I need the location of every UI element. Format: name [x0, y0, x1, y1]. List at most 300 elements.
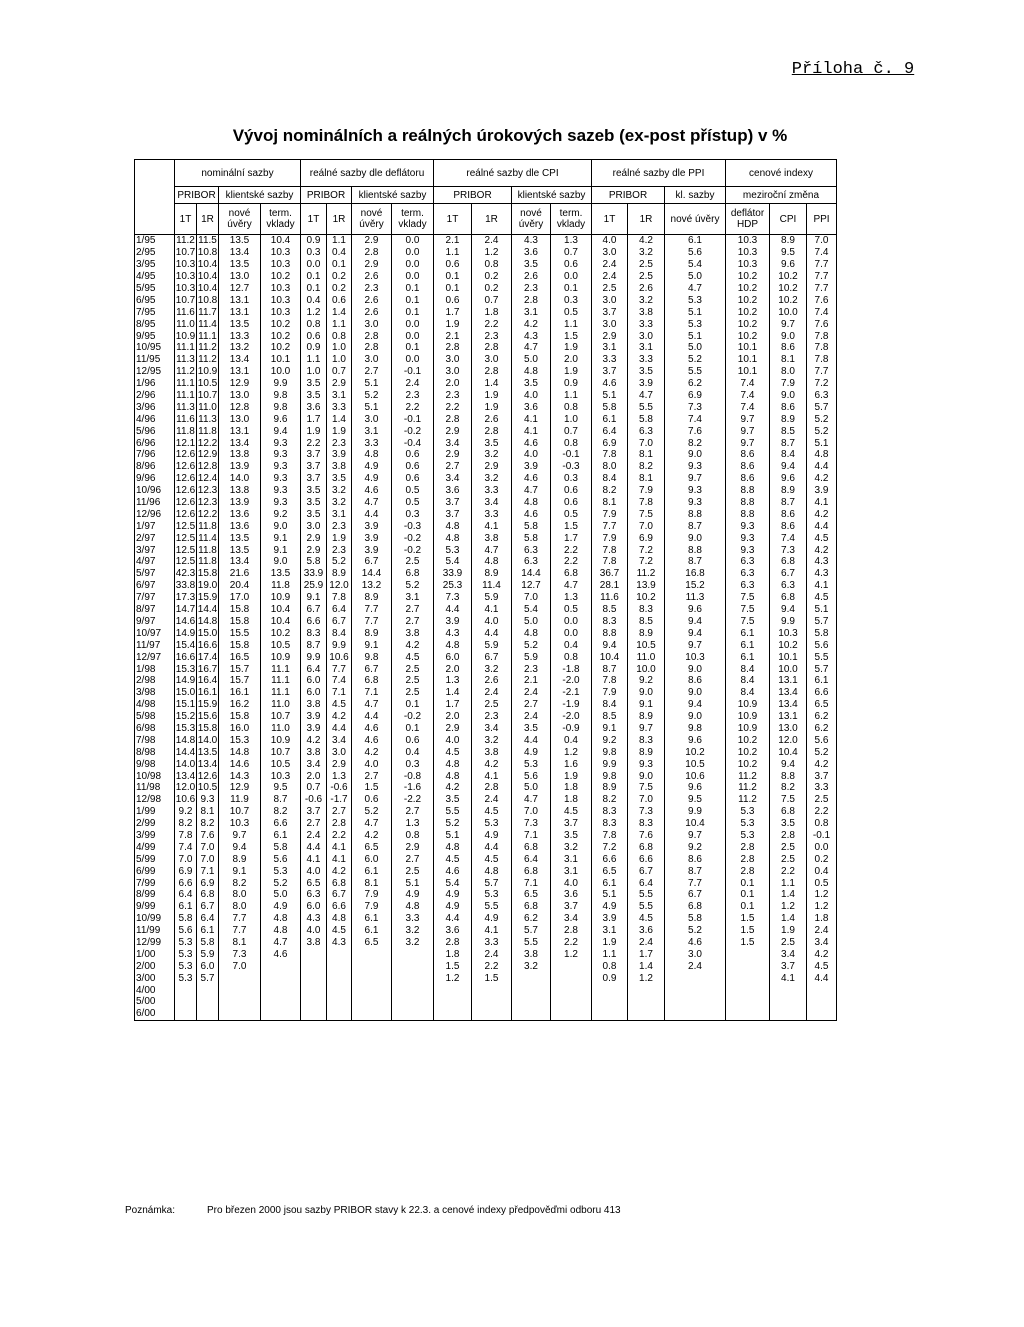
value-cell: 14.6 [219, 758, 261, 770]
value-cell: 11.2 [726, 770, 770, 782]
value-cell: 6.4 [197, 913, 219, 925]
value-cell: 5.8 [628, 413, 665, 425]
value-cell: 0.0 [807, 841, 837, 853]
value-cell: 2.5 [392, 663, 434, 675]
value-cell: 2.8 [472, 342, 512, 354]
value-cell: 7.6 [807, 318, 837, 330]
value-cell: 13.4 [219, 437, 261, 449]
sub-kl-rates: kl. sazby [665, 187, 726, 204]
table-row [135, 306, 837, 318]
value-cell: 3.4 [434, 437, 472, 449]
value-cell: 2.8 [726, 841, 770, 853]
value-cell: -2.0 [551, 711, 592, 723]
value-cell: 3.9 [434, 616, 472, 628]
table-row [135, 639, 837, 651]
value-cell: 11.5 [198, 235, 217, 247]
value-cell: -0.3 [392, 520, 434, 532]
value-cell: 5.0 [512, 354, 551, 366]
value-cell [551, 972, 592, 984]
value-cell: 2.7 [392, 604, 434, 616]
value-cell: 2.0 [434, 663, 472, 675]
value-cell: 7.3 [219, 948, 261, 960]
value-cell: 11.2 [628, 568, 665, 580]
value-cell [175, 984, 197, 996]
value-cell: 3.1 [551, 853, 592, 865]
value-cell: 13.5 [219, 532, 261, 544]
value-cell: 4.5 [807, 960, 837, 972]
value-cell: 0.9 [551, 378, 592, 390]
value-cell: 5.3 [175, 972, 197, 984]
value-cell: 10.3 [175, 259, 196, 271]
value-cell: 6.8 [770, 806, 807, 818]
value-cell: 6.1 [352, 865, 392, 877]
table-row [135, 734, 837, 746]
value-cell [197, 1008, 219, 1020]
value-cell: 8.1 [352, 877, 392, 889]
value-cell: 13.5 [219, 235, 261, 247]
value-cell: 6.1 [726, 651, 770, 663]
value-cell: 10.9 [726, 723, 770, 735]
table-row [135, 413, 837, 425]
value-cell: 9.3 [726, 532, 770, 544]
value-cell: 5.5 [628, 889, 665, 901]
value-cell: 10.4 [197, 283, 218, 294]
value-cell: 3.7 [770, 960, 807, 972]
value-cell: 4.1 [472, 604, 512, 616]
table-row [135, 390, 837, 402]
value-cell: 7.9 [352, 889, 392, 901]
period-cell: 4/95 [135, 271, 175, 283]
value-cell: 6.8 [512, 901, 551, 913]
value-cell: 9.2 [665, 841, 726, 853]
value-cell: 0.3 [392, 758, 434, 770]
value-cell: 9.7 [219, 830, 261, 842]
value-cell: 15.5 [219, 627, 261, 639]
value-cell: 7.7 [807, 366, 837, 378]
value-cell: 33.8 [175, 580, 196, 592]
value-cell: 5.1 [592, 390, 628, 402]
value-cell: 9.7 [726, 413, 770, 425]
value-cell: 9.2 [628, 675, 665, 687]
value-cell: 4.9 [352, 473, 392, 485]
period-cell: 1/97 [135, 520, 175, 532]
table-row [135, 544, 837, 556]
value-cell: -0.1 [392, 366, 434, 378]
value-cell: 5.7 [472, 877, 512, 889]
value-cell: 16.6 [197, 639, 218, 651]
value-cell: 6.1 [726, 627, 770, 639]
value-cell: 2.8 [472, 782, 512, 794]
value-cell: 5.2 [434, 818, 472, 830]
period-cell: 7/97 [135, 592, 175, 604]
value-cell: 9.3 [261, 449, 301, 461]
value-cell: 8.1 [628, 449, 665, 461]
value-cell: -0.2 [392, 544, 434, 556]
footnote-label: Poznámka: [125, 1205, 176, 1216]
value-cell: 16.1 [197, 687, 218, 699]
value-cell: -0.6 [327, 782, 352, 794]
value-cell: 1.1 [327, 318, 352, 330]
value-cell: 3.0 [592, 318, 628, 330]
value-cell: 10.2 [665, 746, 726, 758]
value-cell: 12.0 [770, 734, 807, 746]
value-cell: 2.8 [551, 925, 592, 937]
value-cell [352, 996, 392, 1008]
value-cell: 1.0 [327, 342, 352, 354]
value-cell: 16.5 [219, 651, 261, 663]
value-cell: 1.3 [434, 675, 472, 687]
value-cell: 8.9 [219, 853, 261, 865]
value-cell: 7.4 [327, 675, 352, 687]
value-cell: 0.4 [392, 746, 434, 758]
value-cell: 1.9 [472, 401, 512, 413]
value-cell: 9.8 [592, 770, 628, 782]
value-cell: 4.8 [434, 532, 472, 544]
value-cell: 4.2 [434, 782, 472, 794]
value-cell: 4.4 [434, 913, 472, 925]
value-cell: 3.9 [592, 913, 628, 925]
value-cell: 2.6 [352, 306, 392, 318]
value-cell: 5.2 [512, 639, 551, 651]
value-cell: 1.5 [434, 960, 472, 972]
value-cell: 4.9 [512, 746, 551, 758]
value-cell: 1.0 [301, 366, 327, 378]
value-cell: 0.8 [592, 960, 628, 972]
value-cell: 9.8 [665, 723, 726, 735]
value-cell: 8.6 [770, 508, 807, 520]
value-cell: 2.3 [327, 437, 352, 449]
value-cell: 11.0 [176, 318, 195, 330]
value-cell: 10.2 [261, 330, 301, 342]
value-cell: 8.2 [175, 818, 197, 830]
value-cell: 2.1 [434, 330, 472, 342]
value-cell: 16.6 [175, 651, 196, 663]
value-cell: 1.2 [770, 901, 807, 913]
value-cell: 5.8 [197, 937, 219, 949]
value-cell: 0.2 [327, 283, 352, 295]
value-cell: 13.6 [219, 520, 261, 532]
value-cell: 1.5 [551, 330, 592, 342]
value-cell: 8.2 [628, 461, 665, 473]
period-header [135, 160, 175, 235]
value-cell: 0.4 [301, 294, 327, 306]
value-cell: 12.6 [175, 473, 196, 485]
table-body [135, 235, 837, 1021]
value-cell: 13.5 [197, 746, 218, 758]
value-cell: 3.6 [434, 925, 472, 937]
table-row [135, 996, 837, 1008]
period-cell: 2/99 [135, 818, 175, 830]
value-cell: 4.9 [261, 901, 301, 913]
value-cell: 3.0 [352, 413, 392, 425]
period-cell: 7/98 [135, 734, 175, 746]
value-cell: 8.6 [770, 342, 807, 354]
value-cell: 6.4 [327, 604, 352, 616]
value-cell: 9.7 [665, 830, 726, 842]
period-cell: 5/00 [135, 996, 175, 1008]
value-cell: 10.9 [726, 711, 770, 723]
value-cell: 11.1 [261, 687, 301, 699]
value-cell: 8.0 [770, 366, 807, 378]
table-row [135, 247, 837, 259]
value-cell: 10.4 [197, 271, 218, 283]
value-cell: 4.1 [472, 770, 512, 782]
value-cell: 7.7 [665, 877, 726, 889]
value-cell: 11.6 [592, 592, 628, 604]
period-cell: 8/98 [135, 746, 175, 758]
value-cell: 13.4 [219, 556, 261, 568]
col-1t: 1T [434, 204, 472, 235]
value-cell: 3.3 [592, 354, 628, 366]
value-cell: 12.7 [512, 580, 551, 592]
value-cell: 3.0 [434, 354, 472, 366]
value-cell: 6.8 [512, 841, 551, 853]
value-cell: 4.8 [352, 449, 392, 461]
value-cell: 7.9 [592, 687, 628, 699]
value-cell: 13.4 [219, 247, 261, 259]
value-cell: 2.2 [327, 830, 352, 842]
value-cell: 14.8 [219, 746, 261, 758]
value-cell [219, 984, 261, 996]
value-cell: 2.6 [352, 271, 392, 283]
value-cell: 11.1 [198, 330, 217, 342]
value-cell: 15.9 [197, 699, 218, 711]
value-cell: 2.2 [301, 437, 327, 449]
value-cell: 8.3 [592, 806, 628, 818]
value-cell: 5.1 [807, 604, 837, 616]
value-cell: 2.2 [472, 960, 512, 972]
value-cell: 7.3 [512, 818, 551, 830]
value-cell: 36.7 [592, 568, 628, 580]
value-cell: 5.7 [807, 616, 837, 628]
period-cell: 12/96 [135, 508, 175, 520]
value-cell [472, 1008, 512, 1020]
value-cell: 8.9 [628, 711, 665, 723]
value-cell: 11.4 [198, 532, 217, 544]
value-cell: 0.1 [434, 271, 472, 283]
value-cell: 7.7 [807, 271, 837, 283]
value-cell: 3.7 [592, 366, 628, 378]
value-cell: 8.6 [726, 473, 770, 485]
value-cell: 2.7 [301, 818, 327, 830]
value-cell: 3.5 [301, 497, 327, 509]
col-new-loans: nové úvěry [512, 204, 551, 235]
table-row [135, 711, 837, 723]
value-cell: 2.5 [472, 699, 512, 711]
value-cell: 4.2 [628, 235, 665, 247]
value-cell: 8.7 [665, 556, 726, 568]
value-cell: 11.2 [726, 782, 770, 794]
value-cell: 3.8 [628, 306, 665, 318]
value-cell: -2.0 [551, 675, 592, 687]
value-cell: 3.4 [472, 497, 512, 509]
value-cell: 11.8 [198, 520, 217, 532]
table-row [135, 687, 837, 699]
value-cell: 3.7 [434, 508, 472, 520]
value-cell: 3.5 [327, 473, 352, 485]
period-cell: 4/98 [135, 699, 175, 711]
col-gdp-deflator: deflátor HDP [726, 204, 770, 235]
value-cell: 9.0 [665, 532, 726, 544]
period-cell: 3/97 [135, 544, 175, 556]
value-cell: 0.6 [434, 294, 472, 306]
value-cell: 4.9 [352, 461, 392, 473]
value-cell: 5.8 [512, 532, 551, 544]
value-cell: 12.5 [175, 544, 196, 556]
value-cell: 9.1 [301, 592, 327, 604]
value-cell: 10.2 [726, 330, 770, 342]
value-cell: 10.2 [726, 271, 770, 283]
value-cell: 10.2 [770, 639, 807, 651]
value-cell: 13.1 [219, 294, 261, 306]
period-cell: 5/99 [135, 853, 175, 865]
value-cell: 5.8 [807, 627, 837, 639]
value-cell: 7.8 [592, 449, 628, 461]
value-cell: 10.5 [628, 639, 665, 651]
value-cell: 5.0 [665, 271, 726, 283]
value-cell: 11.1 [176, 342, 195, 354]
value-cell: 2.4 [472, 235, 512, 247]
value-cell: 11.1 [176, 390, 195, 402]
value-cell: 5.2 [392, 580, 434, 592]
value-cell: 8.9 [327, 568, 352, 580]
value-cell: 2.9 [434, 449, 472, 461]
value-cell [628, 996, 665, 1008]
table-row [135, 520, 837, 532]
table-row [135, 461, 837, 473]
value-cell: 10.6 [665, 770, 726, 782]
value-cell: 6.8 [665, 901, 726, 913]
value-cell: 11.7 [198, 306, 217, 318]
value-cell: 1.9 [327, 532, 352, 544]
period-cell: 6/98 [135, 723, 175, 735]
table-row [135, 782, 837, 794]
value-cell: 2.4 [301, 830, 327, 842]
value-cell: 6.4 [592, 425, 628, 437]
value-cell: -0.1 [551, 449, 592, 461]
value-cell: 1.9 [301, 425, 327, 437]
value-cell: 6.1 [592, 877, 628, 889]
value-cell: 7.5 [628, 782, 665, 794]
value-cell: 9.8 [261, 390, 301, 402]
value-cell: 8.5 [770, 425, 807, 437]
value-cell: 12.6 [175, 461, 196, 473]
value-cell: 9.2 [175, 806, 197, 818]
value-cell: 6.3 [628, 425, 665, 437]
value-cell [352, 1008, 392, 1020]
value-cell: 3.3 [392, 913, 434, 925]
value-cell: 1.9 [592, 937, 628, 949]
value-cell: 0.1 [327, 259, 352, 271]
value-cell: 0.3 [551, 473, 592, 485]
table-row [135, 960, 837, 972]
value-cell: 5.5 [512, 937, 551, 949]
value-cell [472, 996, 512, 1008]
value-cell: 8.5 [592, 604, 628, 616]
value-cell: 12.5 [175, 556, 196, 568]
table-row [135, 901, 837, 913]
value-cell [301, 1008, 327, 1020]
value-cell: 0.6 [551, 259, 592, 271]
value-cell: 9.8 [352, 651, 392, 663]
value-cell: 9.3 [261, 461, 301, 473]
value-cell: 5.4 [665, 259, 726, 271]
value-cell: 1.9 [472, 390, 512, 402]
value-cell: 10.0 [261, 366, 301, 378]
value-cell: 3.0 [352, 354, 392, 366]
value-cell: 10.5 [197, 782, 218, 794]
value-cell: 7.4 [770, 532, 807, 544]
value-cell: 7.0 [628, 437, 665, 449]
value-cell: 3.4 [327, 734, 352, 746]
value-cell: 2.7 [434, 461, 472, 473]
value-cell: 20.4 [219, 580, 261, 592]
value-cell: 7.0 [628, 520, 665, 532]
value-cell: 7.9 [628, 485, 665, 497]
value-cell: 10.2 [726, 283, 770, 295]
value-cell: 4.9 [592, 901, 628, 913]
value-cell: 0.6 [392, 461, 434, 473]
value-cell: 7.1 [352, 687, 392, 699]
value-cell: 3.1 [592, 342, 628, 354]
value-cell: 7.8 [592, 544, 628, 556]
value-cell: 7.8 [175, 830, 197, 842]
value-cell: 15.2 [175, 711, 196, 723]
value-cell: 2.3 [472, 711, 512, 723]
value-cell: 5.5 [628, 901, 665, 913]
value-cell: 4.6 [352, 734, 392, 746]
value-cell: 4.3 [807, 556, 837, 568]
value-cell: 6.7 [327, 889, 352, 901]
value-cell: 9.9 [301, 651, 327, 663]
value-cell: 0.0 [392, 271, 434, 283]
value-cell: 10.3 [726, 235, 770, 247]
value-cell: 9.7 [665, 473, 726, 485]
value-cell: 12.5 [175, 520, 196, 532]
value-cell: 4.8 [434, 770, 472, 782]
value-cell: 10.2 [770, 271, 807, 283]
value-cell: 4.7 [352, 699, 392, 711]
value-cell: 9.3 [726, 520, 770, 532]
value-cell: 7.7 [807, 259, 837, 271]
value-cell: 0.4 [327, 247, 352, 259]
value-cell: 2.2 [551, 937, 592, 949]
value-cell: 3.6 [434, 485, 472, 497]
value-cell: 12.2 [197, 508, 218, 520]
value-cell: 3.6 [628, 925, 665, 937]
table-row [135, 865, 837, 877]
value-cell: 13.5 [261, 568, 301, 580]
value-cell: 6.9 [628, 532, 665, 544]
value-cell: 9.2 [592, 734, 628, 746]
value-cell: 9.7 [726, 437, 770, 449]
value-cell: 1.8 [551, 782, 592, 794]
value-cell: 2.3 [327, 544, 352, 556]
value-cell [665, 996, 726, 1008]
value-cell: 3.5 [551, 830, 592, 842]
value-cell: 1.1 [770, 877, 807, 889]
value-cell: 7.0 [197, 853, 219, 865]
value-cell: 6.6 [628, 853, 665, 865]
value-cell [472, 984, 512, 996]
value-cell: 9.3 [665, 485, 726, 497]
value-cell: 2.6 [352, 294, 392, 306]
value-cell: 15.0 [197, 627, 218, 639]
value-cell: 6.6 [807, 687, 837, 699]
value-cell [219, 996, 261, 1008]
value-cell: 1.2 [628, 972, 665, 984]
table-row [135, 746, 837, 758]
